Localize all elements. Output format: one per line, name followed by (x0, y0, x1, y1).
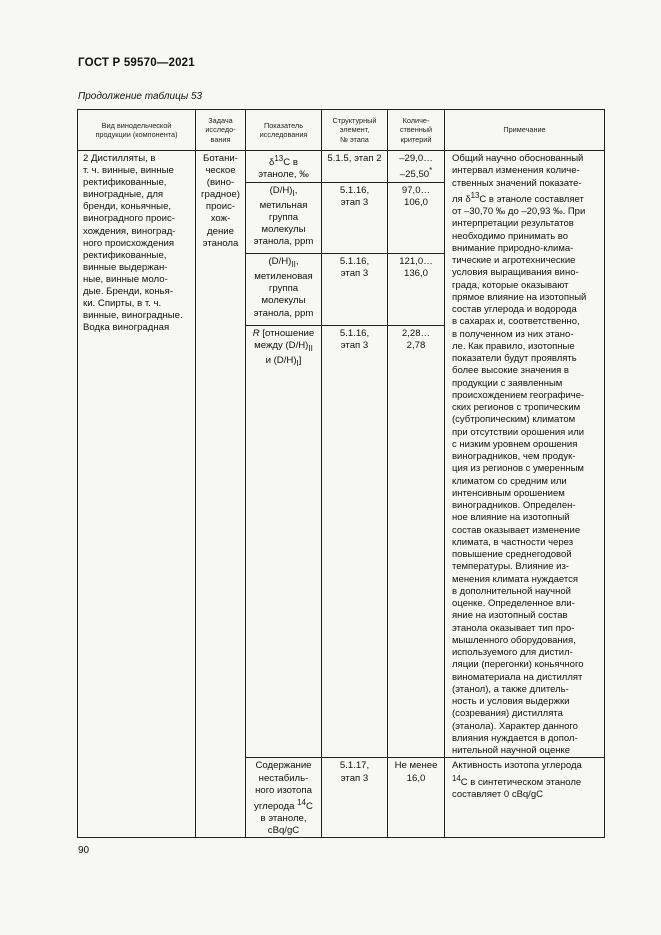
indicator-cell: R [отношение между $(D/H)_{II}$ и $(D/H)_I$] (246, 325, 322, 758)
criterion-cell: 2,28… 2,78 (388, 325, 445, 758)
structural-element-cell: 5.1.5, этап 2 (322, 151, 388, 183)
page-number: 90 (78, 845, 90, 856)
data-table (77, 109, 605, 838)
table-row (78, 151, 605, 183)
header-indicator: Показатель исследования (246, 110, 322, 151)
table-caption: Продолжение таблицы 53 (78, 91, 203, 102)
criterion-cell: 97,0… 106,0 (388, 182, 445, 253)
standard-number: ГОСТ Р 59570—2021 (78, 57, 195, 69)
structural-element-cell: 5.1.16, этап 3 (322, 182, 388, 253)
indicator-cell: $\delta^{13}С$ в этаноле, ‰ (246, 151, 322, 183)
criterion-cell: 121,0… 136,0 (388, 254, 445, 325)
note-cell: Общий научно обоснованный интервал изменения количе- ственных значений показате- ля $\delta^{13}С$ в этаноле составляет от –30,70 ‰ до –20,93 ‰. При интерпретации результатов необходимо принимать во внимание природно-клима- тические и агротехнические условия выращивания вино- града, которые оказывают прямое влияние на изотопный состав углерода и водорода в сахарах и, соответственно, в полученном из них этано- ле. Как правило, изотопные показатели будут проявлять более высокие значения в продукции с заявленным происхождением географиче- ских регионов с тропическим (субтропическим) климатом при отсутствии орошения или с низким уровнем орошения виноградников, чем продук- ция из регионов с умеренным климатом со средним или интенсивным орошением виноградников. Определен- ное влияние на изотопный состав оказывает изменение климата, в частности через повышение среднегодовой температуры. Влияние из- менения климата нуждается в дополнительной научной оценке. Определенное вли- яние на изотопный состав этанола оказывает тип про- мышленного оборудования, используемого для дистил- ляции (перегонки) коньячного виноматериала на дистиллят (этанол), а также длитель- ность и условия выдержки (созревания) дистиллята (этанола). Характер данного влияния нуждается в допол- нительной научной оценке (445, 151, 605, 758)
note-cell: Активность изотопа углерода $^{14}$С в синтетическом этаноле составляет 0 cBq/gC (445, 758, 605, 838)
structural-element-cell: 5.1.16, этап 3 (322, 254, 388, 325)
task-cell: Ботани- ческое (вино- градное) проис- хож- дение этанола (196, 151, 246, 838)
structural-element-cell: 5.1.16, этап 3 (322, 325, 388, 758)
header-note: Примечание (445, 110, 605, 151)
criterion-cell: –29,0… –25,50* (388, 151, 445, 183)
indicator-cell: Содержание нестабиль- ного изотопа углерода $^{14}$С в этаноле, cBq/gC (246, 758, 322, 838)
structural-element-cell: 5.1.17, этап 3 (322, 758, 388, 838)
header-criterion: Количе- ственный критерий (388, 110, 445, 151)
header-task: Задача исследо- вания (196, 110, 246, 151)
table-header-row (78, 110, 605, 151)
header-structural-element: Структурный элемент, № этапа (322, 110, 388, 151)
indicator-cell: $(D/H)_{II}$, метиленовая группа молекулы этанола, ppm (246, 254, 322, 325)
indicator-cell: $(D/H)_I$, метильная группа молекулы этанола, ppm (246, 182, 322, 253)
criterion-cell: Не менее 16,0 (388, 758, 445, 838)
product-type-cell: 2 Дистилляты, в т. ч. винные, винные ректификованные, виноградные, для бренди, коньячные, виноградного проис- хождения, виноград- ного происхождения ректификованные, винные выдержан- ные, винные моло- дые. Бренди, конья- ки. Спирты, в т. ч. винные, виноградные. Водка виноградная (78, 151, 196, 838)
header-product-type: Вид винодельческой продукции (компонента) (78, 110, 196, 151)
